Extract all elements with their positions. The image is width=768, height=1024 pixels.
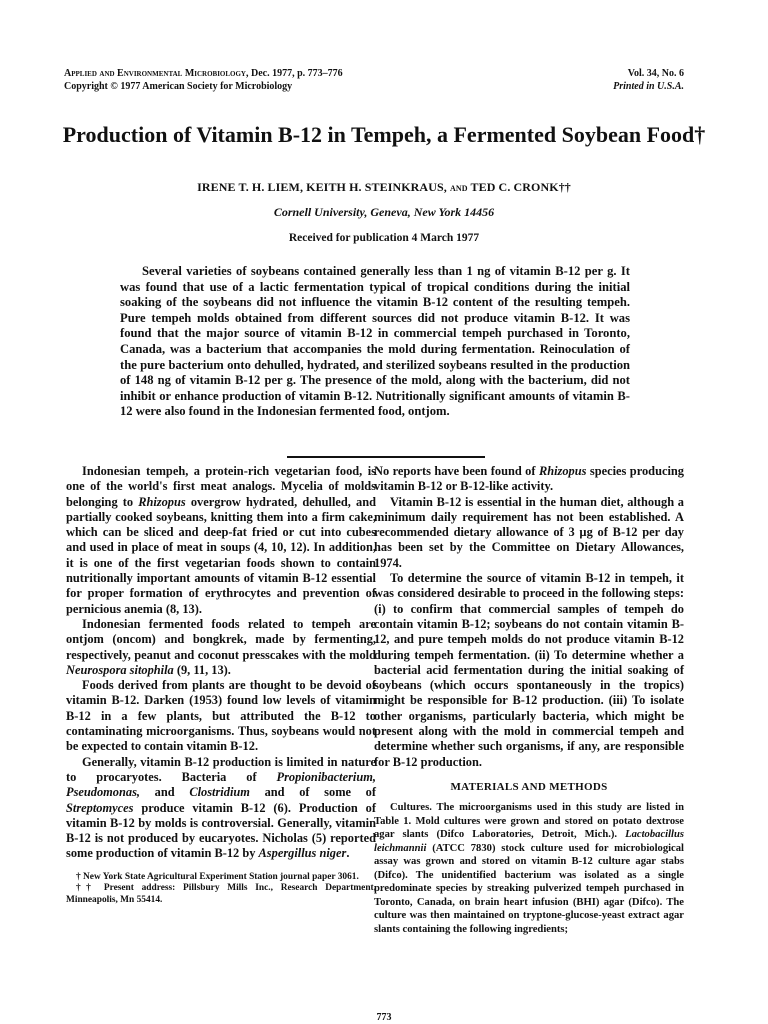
printed-location: Printed in U.S.A. xyxy=(613,81,684,92)
journal-citation: , Dec. 1977, p. 773–776 xyxy=(246,68,343,79)
right-paragraph-3: To determine the source of vitamin B-12 in tempeh, it was considered desirable to proceed in the following steps: (i) to confirm that commercial samples of tempeh do contain vitamin B-12; soybeans do not contain vitamin B-12, and pure tempeh molds do not produce vitamin B-12 during tempeh fermentation. (ii) To determine whether a bacterial acid fermentation during the initial soaking of soybeans (which occurs spontaneously in the tropics) might be responsible for B-12 production. (iii) To isolate other organisms, particularly bacteria, which might be present along with the mold in commercial tempeh and determine whether such organisms, if any, are responsible for B-12 production. xyxy=(374,571,684,769)
author-names: IRENE T. H. LIEM, KEITH H. STEINKRAUS, xyxy=(197,180,447,194)
author-list xyxy=(40,180,728,195)
section-heading: MATERIALS AND METHODS xyxy=(450,780,608,793)
footnote-2: †† Present address: Pillsbury Mills Inc., Research Department, Minneapolis, Mn 55414. xyxy=(66,883,376,905)
footnotes xyxy=(66,872,376,907)
received-date: Received for publication 4 March 1977 xyxy=(288,232,480,244)
author-last: TED C. CRONK†† xyxy=(470,180,571,194)
right-column xyxy=(374,464,684,936)
left-paragraph-2: Indonesian fermented foods related to tempeh are ontjom (oncom) and bongkrek, made by fermenting, respectively, peanut and coconut presscakes with the mold Neurospora sitophila (9, 11, 13). xyxy=(66,616,376,677)
journal-header xyxy=(64,67,343,93)
volume-number: Vol. 34, No. 6 xyxy=(627,68,684,79)
abstract xyxy=(120,264,630,420)
journal-name: Applied and Environmental Microbiology xyxy=(64,68,246,79)
section-divider xyxy=(287,456,485,458)
right-paragraph-4: Cultures. The microorganisms used in this study are listed in Table 1. Mold cultures were grown and stored on potato dextrose agar slants (Difco Laboratories, Detroit, Mich.). Lactobacillus leichmannii (ATCC 7830) stock culture used for microbiological assay was grown and stored on vitamin B-12 culture agar stabs (Difco). The unidentified bacterium was isolated as a single predominate species by streaking pulverized tempeh purchased in Toronto, Canada, on brain heart infusion (BHI) agar (Difco). The culture was then maintained on tryptone-glucose-yeast extract agar slants containing the following ingredients; xyxy=(374,802,684,935)
article-title: Production of Vitamin B-12 in Tempeh, a Fermented Soybean Food† xyxy=(62,122,706,147)
abstract-text: Several varieties of soybeans contained generally less than 1 ng of vitamin B-12 per g. It was found that use of a lactic fermentation typical of tropical conditions during the initial soaking of the soybeans did not influence the vitamin B-12 content of the resulting tempeh. Pure tempeh molds obtained from different sources did not produce vitamin B-12. It was found that the major source of vitamin B-12 in commercial tempeh purchased in Toronto, Canada, was a bacterium that accompanies the mold during fermentation. Reinoculation of the pure bacterium onto dehulled, hydrated, and sterilized soybeans resulted in the production of 148 ng of vitamin B-12 per g. The presence of the mold, along with the bacterium, did not inhibit or enhance production of vitamin B-12. Nutritionally significant amounts of vitamin B-12 were also found in the Indonesian fermented food, ontjom. xyxy=(120,264,630,419)
left-paragraph-3: Foods derived from plants are thought to be devoid of vitamin B-12. Darken (1953) found low levels of vitamin B-12 in a few plants, but attributed the B-12 to contaminating microorganisms. Thus, soybeans would not be expected to contain vitamin B-12. xyxy=(66,678,376,754)
page-number: 773 xyxy=(376,1012,392,1023)
footnote-1: † New York State Agricultural Experiment Station journal paper 3061. xyxy=(76,871,359,882)
left-paragraph-4: Generally, vitamin B-12 production is limited in nature to procaryotes. Bacteria of Propionibacterium, Pseudomonas, and Clostridium and of some of Streptomyces produce vitamin B-12 (6). Production of vitamin B-12 by molds is controversial. Generally, vitamin B-12 is not produced by eucaryotes. Nicholas (5) reported some production of vitamin B-12 by Aspergillus niger. xyxy=(66,754,376,861)
volume-info xyxy=(613,67,684,93)
right-paragraph-1: No reports have been found of Rhizopus species producing vitamin B-12 or B-12-like activity. xyxy=(374,464,684,494)
copyright-line: Copyright © 1977 American Society for Microbiology xyxy=(64,81,293,92)
left-paragraph-1: Indonesian tempeh, a protein-rich vegetarian food, is one of the world's first meat analogs. Mycelia of molds belonging to Rhizopus overgrow hydrated, dehulled, and partially cooked soybeans, knitting them into a firm cake, which can be sliced and deep-fat fried or cut into cubes and used in place of meat in soups (4, 10, 12). In addition, it is one of the first vegetarian foods shown to contain nutritionally important amounts of vitamin B-12 essential for proper formation of erythrocytes and prevention of pernicious anemia (8, 13). xyxy=(66,464,376,616)
author-and: and xyxy=(449,180,468,194)
affiliation: Cornell University, Geneva, New York 14456 xyxy=(273,205,495,219)
right-paragraph-2: Vitamin B-12 is essential in the human diet, although a minimum daily requirement has not been established. A recommended dietary allowance of 3 µg of B-12 per day has been set by the Committee on Dietary Allowances, 1974. xyxy=(374,494,684,570)
left-column xyxy=(66,464,376,907)
